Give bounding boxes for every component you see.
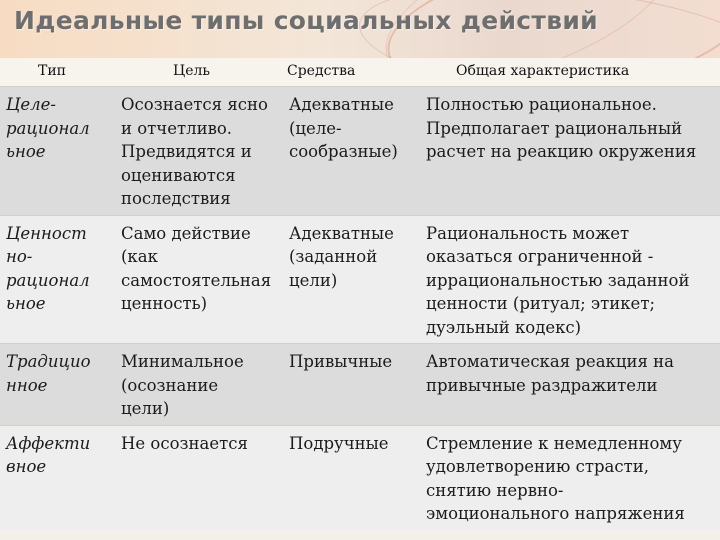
cell-type xyxy=(0,215,115,344)
cell-goal xyxy=(115,215,283,344)
means-text: Адекватные (заданной цели) xyxy=(289,223,394,290)
characteristic-text: Автоматическая реакция на привычные раздражители xyxy=(426,352,674,395)
type-label: Целе- рационал ьное xyxy=(6,95,90,161)
cell-means xyxy=(283,344,420,426)
characteristic-text: Полностью рациональное. Предполагает рациональный расчет на реакцию окружения xyxy=(426,95,697,161)
cell-goal xyxy=(115,87,283,216)
social-action-types-table xyxy=(0,58,720,530)
header-goal: Цель xyxy=(115,58,283,87)
goal-text: Минимальное (осознание цели) xyxy=(121,352,244,418)
table-header-row xyxy=(0,58,720,87)
cell-type xyxy=(0,344,115,426)
goal-text: Осознается ясно и отчетливо. Предвидятся и оцениваются последствия xyxy=(121,95,268,208)
characteristic-text: Рациональность может оказаться ограниченной - иррациональностью заданной ценности (ритуал; этикет; дуэльный кодекс) xyxy=(426,223,690,337)
type-label: Аффекти вное xyxy=(6,433,91,476)
type-label: Ценност но- рационал ьное xyxy=(6,223,90,313)
cell-type xyxy=(0,425,115,530)
cell-characteristic xyxy=(420,425,720,530)
means-text: Адекватные (целе- сообразные) xyxy=(289,95,398,161)
cell-type xyxy=(0,87,115,216)
means-text: Привычные xyxy=(289,352,393,371)
type-label: Традицио нное xyxy=(6,352,91,395)
cell-characteristic xyxy=(420,215,720,344)
header-characteristic: Общая характеристика xyxy=(420,58,720,87)
cell-means xyxy=(283,87,420,216)
cell-goal xyxy=(115,425,283,530)
cell-means xyxy=(283,215,420,344)
characteristic-text: Стремление к немедленному удовлетворению страсти, снятию нервно- эмоционального напряжения xyxy=(426,433,685,523)
table-row xyxy=(0,215,720,344)
table-row xyxy=(0,344,720,426)
means-text: Подручные xyxy=(289,433,389,453)
cell-characteristic xyxy=(420,344,720,426)
header-type: Тип xyxy=(0,58,115,87)
title-banner xyxy=(0,0,720,58)
page-title: Идеальные типы социальных действий xyxy=(14,6,598,35)
header-means: Средства xyxy=(283,58,420,87)
cell-characteristic xyxy=(420,87,720,216)
table-row xyxy=(0,87,720,216)
goal-text: Само действие (как самостоятельная ценность) xyxy=(121,223,272,313)
cell-means xyxy=(283,425,420,530)
goal-text: Не осознается xyxy=(121,433,248,453)
cell-goal xyxy=(115,344,283,426)
table-row xyxy=(0,425,720,530)
